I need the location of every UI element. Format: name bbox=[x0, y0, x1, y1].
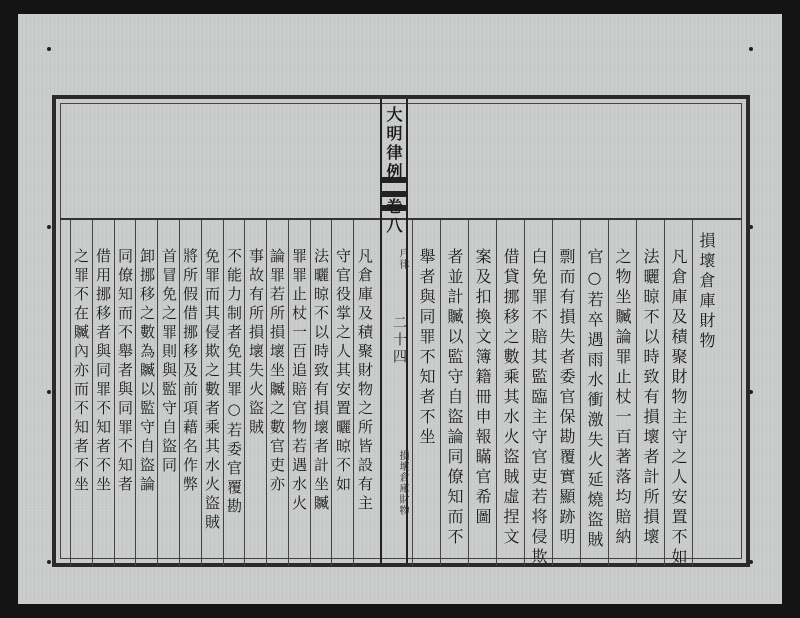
column-rule bbox=[201, 220, 202, 566]
column-rule bbox=[223, 220, 224, 566]
column-rule bbox=[331, 220, 332, 566]
column-rule bbox=[157, 220, 158, 566]
column-rule bbox=[580, 220, 581, 566]
text-column: 凡倉庫及積聚財物主守之人安置不如 bbox=[669, 248, 688, 568]
column-rule bbox=[552, 220, 553, 566]
fish-tail-mark bbox=[382, 191, 406, 197]
column-rule bbox=[468, 220, 469, 566]
text-column: 官○若卒遇雨水衝激失火延燒盜賊 bbox=[585, 248, 604, 551]
binding-hole bbox=[749, 47, 753, 51]
column-rule bbox=[179, 220, 180, 566]
text-column: 守官役掌之人其安置曬晾不如 bbox=[334, 248, 352, 495]
text-column: 論罪若所損壞坐贓之數官吏亦 bbox=[268, 248, 286, 495]
text-column: 借用挪移者與同罪不知者不坐 bbox=[94, 248, 112, 495]
text-column: 罪罪止杖一百追賠官物若遇水火 bbox=[290, 248, 308, 514]
column-rule bbox=[70, 220, 71, 566]
text-column: 卸挪移之數為贓以監守自盜論 bbox=[138, 248, 156, 495]
text-column: 白免罪不賠其監臨主守官吏若将侵欺 bbox=[529, 248, 548, 568]
column-rule bbox=[353, 220, 354, 566]
column-rule bbox=[440, 220, 441, 566]
column-rule bbox=[266, 220, 267, 566]
column-rule bbox=[664, 220, 665, 566]
column-rule bbox=[92, 220, 93, 566]
book-title: 大明律例 bbox=[384, 106, 403, 182]
page-number: 二十四 bbox=[391, 315, 407, 366]
footer-label: 損壞倉庫財物 bbox=[397, 450, 408, 516]
text-column: 借貸挪移之數乘其水火盜賊虛捏文 bbox=[501, 248, 520, 548]
column-rule bbox=[496, 220, 497, 566]
text-column: 事故有所損壞失火盜賊 bbox=[247, 248, 265, 438]
column-rule bbox=[310, 220, 311, 566]
column-rule bbox=[135, 220, 136, 566]
column-rule bbox=[114, 220, 115, 566]
binding-hole bbox=[47, 390, 51, 394]
text-column: 同僚知而不舉者與同罪不知者 bbox=[116, 248, 134, 495]
text-column: 將所假借挪移及前項藉名作弊 bbox=[181, 248, 199, 495]
column-rule bbox=[636, 220, 637, 566]
column-rule bbox=[288, 220, 289, 566]
column-rule bbox=[412, 220, 413, 566]
column-rule bbox=[524, 220, 525, 566]
text-column: 之罪不在贓內亦而不知者不坐 bbox=[72, 248, 90, 495]
text-column: 首冒免之罪則與監守自盜同 bbox=[160, 248, 178, 476]
column-rule bbox=[608, 220, 609, 566]
text-column: 剽而有損失者委官保勘覆實顯跡明 bbox=[557, 248, 576, 548]
text-column: 凡倉庫及積聚財物之所皆設有主 bbox=[356, 248, 374, 514]
text-column: 之物坐贓論罪止杖一百著落均賠納 bbox=[613, 248, 632, 548]
text-column: 舉者與同罪不知者不坐 bbox=[417, 248, 436, 448]
section-label: 戶律 bbox=[397, 248, 408, 270]
column-rule bbox=[244, 220, 245, 566]
text-column: 案及扣換文簿籍冊申報瞞官希圖 bbox=[473, 248, 492, 528]
text-column: 法曬晾不以時致有損壞者計坐贓 bbox=[312, 248, 330, 514]
column-rule bbox=[692, 220, 693, 566]
binding-hole bbox=[47, 47, 51, 51]
volume-label: 卷八 bbox=[384, 198, 403, 236]
text-column: 法曬晾不以時致有損壞者計所損壞 bbox=[641, 248, 660, 548]
binding-hole bbox=[47, 225, 51, 229]
text-column: 損壞倉庫財物 bbox=[697, 232, 716, 352]
text-column: 者並計贓以監守自盜論同僚知而不 bbox=[445, 248, 464, 548]
binding-hole bbox=[47, 560, 51, 564]
text-column: 免罪而其侵欺之數者乘其水火盜賊 bbox=[203, 248, 221, 533]
text-column: 不能力制者免其罪○若委官覆勘 bbox=[225, 248, 243, 517]
